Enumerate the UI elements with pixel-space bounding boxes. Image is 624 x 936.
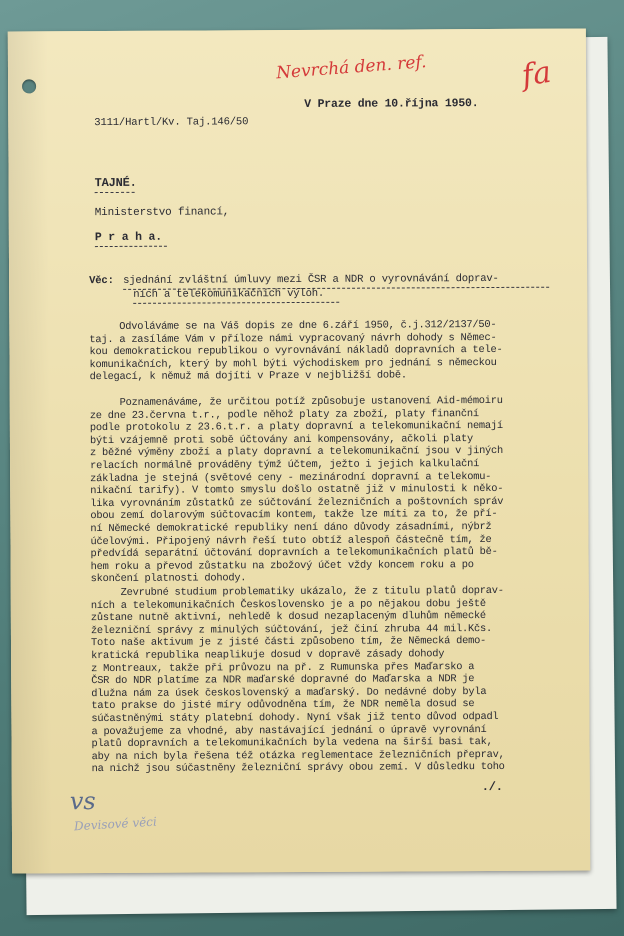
handwritten-bottom-note: Devisové věci [73, 814, 158, 834]
paragraph-line: lika vyrovnáním zůstatků ze súčtování železničních a poštovních správ [90, 495, 504, 510]
paragraph-line: ních a telekomunikačních Československo je a po nějakou dobu ještě [90, 597, 486, 612]
punch-hole-icon [22, 79, 36, 93]
paragraph-1 [89, 319, 502, 384]
reference-number: 3111/Hartl/Kv. Taj.146/50 [94, 116, 249, 130]
paragraph-line: kratická republika neaplikuje dosud v dopravě zásady dohody [91, 648, 445, 663]
paragraph-line: kou demokratickou republikou o vyrovnávání nákladů dopravních a tele- [89, 344, 503, 359]
paragraph-line: z běžné výměny zboží a platy dopravní a telekomunikační jsou v jiných [89, 445, 504, 460]
paragraph-line: předvídá separátní účtování dopravních a telekomunikačních platů bě- [90, 546, 498, 561]
paragraph-3 [91, 585, 505, 776]
paragraph-line: aby na nich byla řešena též otázka reglementace železničních přeprav, [91, 748, 505, 763]
recipient-city-underline [95, 246, 167, 247]
paragraph-line: zůstane nutně aktivní, nehledě k dosud nezaplaceným dluhům německé [90, 610, 486, 625]
paragraph-line: z Montreaux, takže při průvozu na př. z Rumunska přes Maďarsko a [91, 660, 475, 675]
paragraph-line: Odvoláváme se na Váš dopis ze dne 6.září 1950, č.j.312/2137/50- [89, 318, 497, 334]
paragraph-line: na nichž jsou súčastněny železniční správy obou zemí. V důsledku toho [91, 761, 505, 776]
classification-stamp: TAJNÉ. [94, 175, 137, 191]
paragraph-line: platů dopravních a telekomunikačních byla vedena na širší basi tak, [91, 736, 493, 751]
paragraph-line: základna je stejná (světové ceny - mezinárodní dopravní a telekomu- [90, 470, 492, 485]
subject-line-1: sjednání zvláštní úmluvy mezi ČSR a NDR o vyrovnávání doprav- [123, 272, 499, 287]
paragraph-line: nikační tarify). V tomto smyslu došlo ostatně již v minulosti k něko- [90, 483, 504, 498]
letter-page [8, 28, 590, 873]
handwritten-corner-mark: fa [519, 54, 554, 94]
paragraph-line: delegací, k němuž má dojíti v Praze v nejbližší době. [89, 369, 407, 384]
paragraph-line: býti vzájemně proti sobě účtovány ani kompensovány, ačkoli platy [89, 432, 474, 447]
classification-underline [95, 192, 135, 193]
paragraph-line: hem roku a převod zůstatku na zbožový účet vždy koncem roku a po [90, 558, 474, 573]
paragraph-line: železniční správy z minulých súčtování, jež činí zhruba 44 mil.Kčs. [90, 622, 492, 637]
paragraph-line: Zevrubné studium problematiky ukázalo, že z titulu platů doprav- [90, 584, 504, 600]
paragraph-line: súčastněnými státy platební dohody. Nyní však již tento důvod odpadl [91, 710, 499, 726]
subject-label: Věc: [89, 274, 114, 288]
paragraph-line: komunikačních, který by mohl býti východiskem pro jednání s německou [89, 356, 497, 371]
paper-fold-shadow [8, 31, 52, 873]
paragraph-line: Toto naše aktivum je z jisté části způsobeno tím, že Německá demo- [90, 635, 487, 650]
paragraph-line: ní Německé demokratické republiky není dáno důvody zásadními, nýbrž [90, 520, 492, 536]
paragraph-line: tato prakse do jisté míry odůvodněna tím, že NDR neměla dosud se [91, 698, 475, 713]
recipient-name: Ministerstvo financí, [94, 206, 230, 220]
paragraph-2 [90, 395, 504, 586]
subject-line-2: ních a telekomunikačních výloh. [133, 287, 325, 301]
paragraph-line: ze dne 23.června t.r., podle něhož platy za zboží, platy finanční [89, 407, 479, 422]
paragraph-line: a považujeme za vhodné, aby nastávající jednání o úpravě vyrovnání [91, 723, 487, 738]
subject-underline-2 [133, 302, 339, 304]
recipient-city: P r a h a. [94, 230, 162, 245]
paragraph-line: taj. a zasíláme Vám v příloze námi vypracovaný návrh dohody s Němec- [89, 331, 497, 346]
paragraph-line: podle protokolu z 23.6.t.r. a platy dopravní a telekomunikační nemají [89, 420, 503, 435]
paragraph-line: relacích normálně prováděny týmž účtem, ježto i jejich kalkulační [90, 458, 480, 473]
paragraph-line: účelovými. Připojený návrh řeší tuto obtíž alespoň částečně tím, že [90, 533, 492, 548]
paragraph-line: Poznamenáváme, že určitou potíž způsobuje ustanovení Aid-mémoiru [89, 394, 503, 410]
paragraph-line: skončení platnosti dohody. [90, 572, 247, 586]
paragraph-line: ČSR do NDR platíme za NDR maďarské dopravné do Maďarska a NDR je [91, 673, 475, 688]
paragraph-line: obou zemí dolarovým súčtovacím kontem, takže lze míti za to, že pří- [90, 508, 498, 523]
handwritten-top-note: Nevrchá den. ref. [275, 52, 428, 84]
paragraph-line: dlužna nám za úsek československý a maďarský. Do nedávné doby byla [91, 685, 487, 700]
handwritten-initials: vs [69, 787, 96, 816]
letter-date: V Praze dne 10.října 1950. [304, 97, 479, 111]
continuation-mark: ./. [481, 779, 503, 795]
